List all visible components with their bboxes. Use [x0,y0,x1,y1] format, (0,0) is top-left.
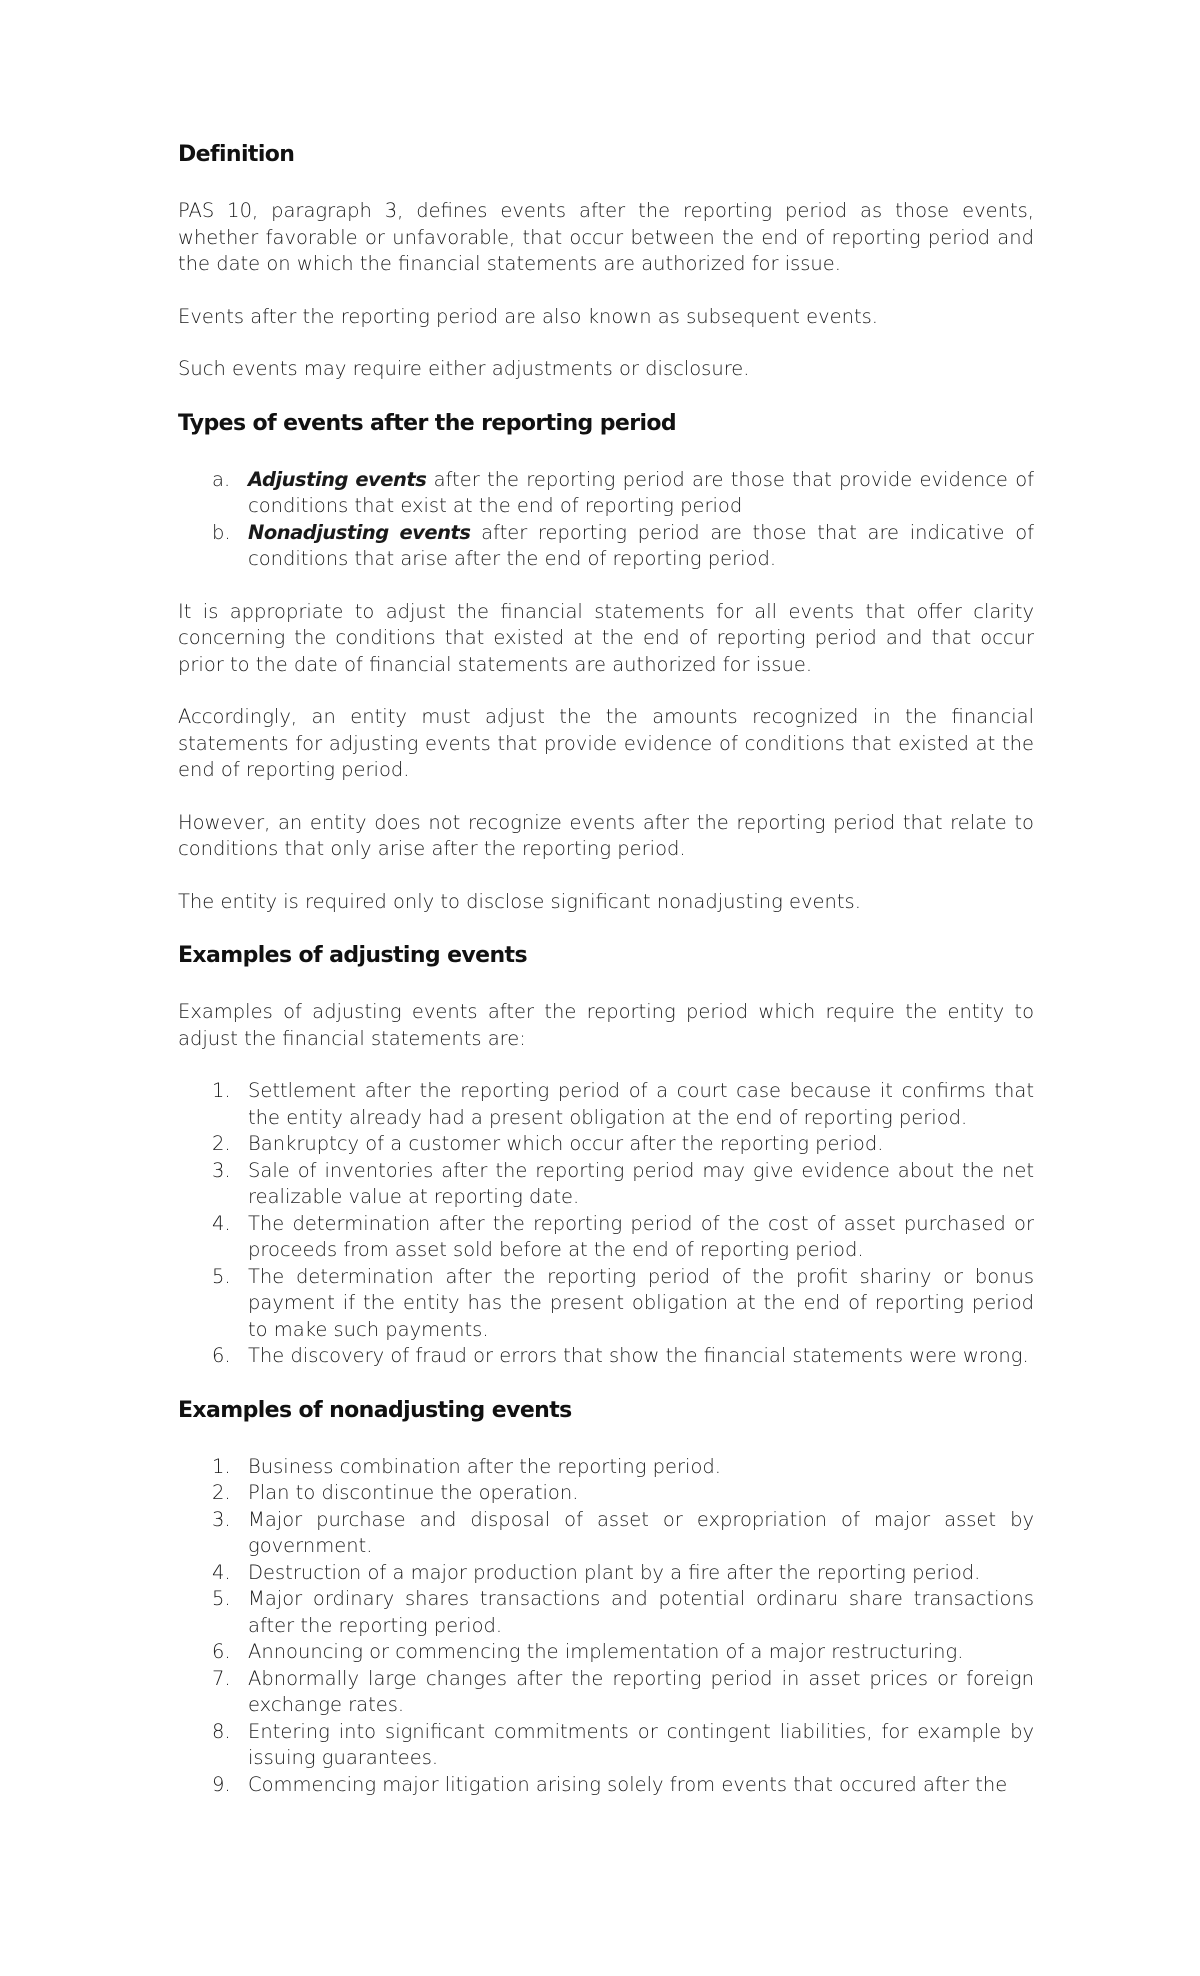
document-page [178,140,1034,1824]
list-marker: 6. [212,1344,231,1367]
list-item [178,520,1034,573]
list-item-text: Announcing or commencing the implementation of a major restructuring. [248,1640,964,1663]
list-item-text: Abnormally large changes after the reporting period in asset prices or foreign exchange rates. [248,1666,1034,1716]
term-adjusting-events: Adjusting events [248,467,427,491]
list-item [178,1666,1034,1719]
list-item [178,1586,1034,1639]
list-marker: 3. [212,1158,231,1182]
list-item [178,1639,1034,1666]
list-marker: a. [212,467,231,491]
list-item-text: Commencing major litigation arising solely from events that occured after the [248,1772,1008,1796]
list-marker: 8. [212,1719,231,1743]
list-item-text: Destruction of a major production plant by a fire after the reporting period. [248,1560,981,1584]
list-item [178,1719,1034,1772]
nonadjusting-examples-heading: Examples of nonadjusting events [178,1397,572,1423]
list-item [178,1560,1034,1587]
list-item-text: Bankruptcy of a customer which occur after the reporting period. [248,1132,884,1155]
list-item [178,1264,1034,1344]
definition-paragraph: Such events may require either adjustments or disclosure. [178,357,750,380]
types-list [178,467,1034,573]
list-item [178,1772,1034,1799]
list-item-text: Settlement after the reporting period of a court case because it confirms that the entity already had a present obligation at the end of reporting period. [248,1079,1034,1129]
list-item-text: The discovery of fraud or errors that show the financial statements were wrong. [248,1344,1029,1367]
list-marker: b. [212,520,231,544]
list-marker: 1. [212,1079,231,1102]
body-paragraph: Accordingly, an entity must adjust the the amounts recognized in the financial statements for adjusting events that provide evidence of conditions that existed at the end of reporting period. [178,705,1034,781]
list-marker: 2. [212,1132,231,1155]
types-heading: Types of events after the reporting period [178,410,677,436]
list-marker: 4. [212,1211,231,1235]
term-nonadjusting-events: Nonadjusting events [248,520,471,544]
list-marker: 7. [212,1666,231,1690]
list-marker: 1. [212,1454,231,1478]
list-item [178,1480,1034,1507]
list-item-text: Plan to discontinue the operation. [248,1481,579,1504]
definition-paragraph: PAS 10, paragraph 3, defines events after the reporting period as those events, whether favorable or unfavorable, that occur between the end of reporting period and the date on which the financial statements are authorized for issue. [178,199,1034,275]
list-marker: 4. [212,1560,231,1584]
definition-heading: Definition [178,142,295,167]
list-item [178,1131,1034,1158]
body-paragraph: However, an entity does not recognize events after the reporting period that relate to conditions that only arise after the reporting period. [178,810,1034,860]
list-item-text: after reporting period are those that are indicative of conditions that arise after the end of reporting period. [248,520,1034,570]
definition-paragraph: Events after the reporting period are also known as subsequent events. [178,304,878,328]
list-item [178,1158,1034,1211]
list-item-text: The determination after the reporting period of the cost of asset purchased or proceeds from asset sold before at the end of reporting period. [248,1211,1034,1261]
list-marker: 6. [212,1640,231,1663]
list-item-text: Sale of inventories after the reporting period may give evidence about the net realizable value at reporting date. [248,1158,1034,1208]
list-item-text: Entering into significant commitments or contingent liabilities, for example by issuing guarantees. [248,1719,1034,1769]
list-marker: 2. [212,1481,231,1504]
list-marker: 3. [212,1507,231,1531]
body-paragraph: It is appropriate to adjust the financial statements for all events that offer clarity concerning the conditions that existed at the end of reporting period and that occur prior to the date of financial statements are authorized for issue. [178,599,1034,676]
adjusting-examples-intro: Examples of adjusting events after the reporting period which require the entity to adjust the financial statements are: [178,1000,1034,1050]
list-marker: 9. [212,1772,231,1796]
list-item-text: Major ordinary shares transactions and potential ordinaru share transactions after the reporting period. [248,1587,1034,1637]
list-item [178,1343,1034,1370]
adjusting-examples-heading: Examples of adjusting events [178,943,527,968]
list-item [178,1078,1034,1131]
adjusting-examples-list [178,1078,1034,1370]
list-item-text: Major purchase and disposal of asset or expropriation of major asset by government. [248,1507,1034,1557]
nonadjusting-examples-list [178,1454,1034,1799]
list-item [178,1454,1034,1481]
list-item [178,1211,1034,1264]
body-paragraph: The entity is required only to disclose significant nonadjusting events. [178,889,861,913]
list-item-text: after the reporting period are those that provide evidence of conditions that exist at the end of reporting period [248,467,1034,517]
list-item [178,1507,1034,1560]
list-item [178,467,1034,520]
list-marker: 5. [212,1587,231,1610]
list-marker: 5. [212,1264,231,1288]
list-item-text: The determination after the reporting period of the profit shariny or bonus payment if the entity has the present obligation at the end of reporting period to make such payments. [248,1264,1034,1341]
list-item-text: Business combination after the reporting period. [248,1454,721,1478]
